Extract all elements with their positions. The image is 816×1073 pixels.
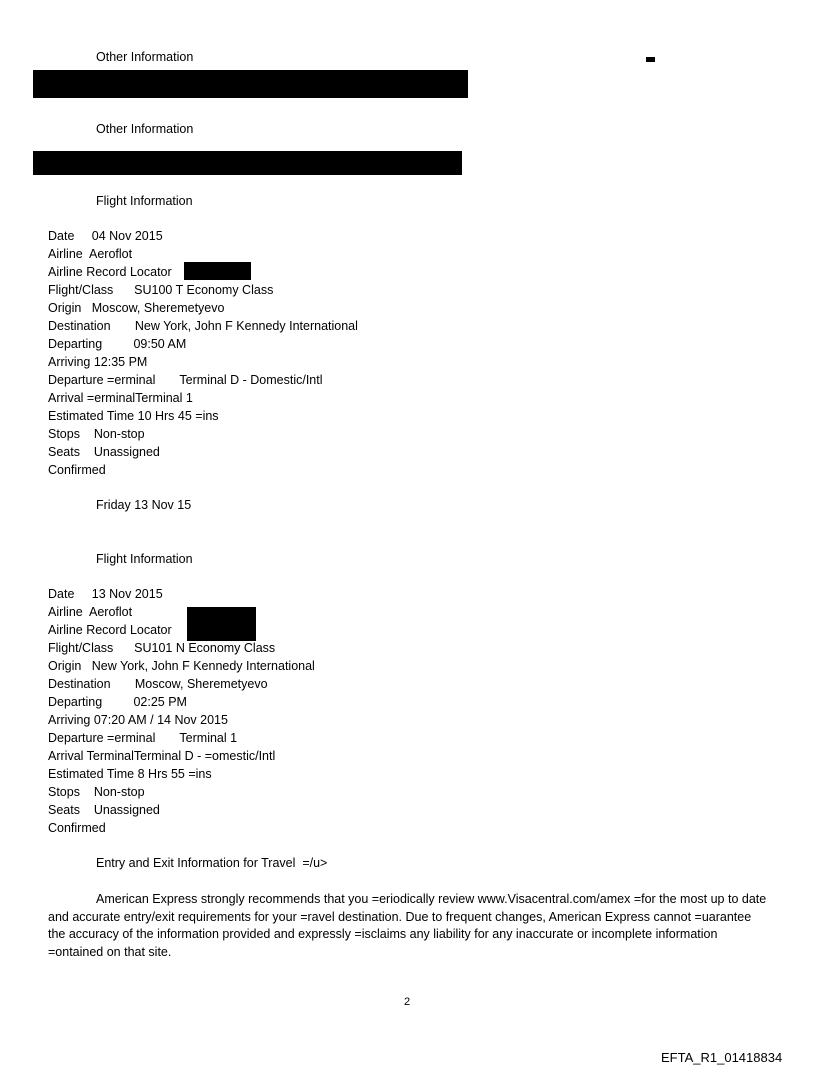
disclaimer-paragraph: American Express strongly recommends that you =eriodically review www.Visacentral.com/amex =for the most up to date and accurate entry/exit requirements for your =ravel destination. Due to frequent changes, American Express cannot =uarantee the accuracy of the information provided and expressly =isclaims any liability for any inaccurate or incomplete information =ontained on that site. [48,892,767,959]
section-heading-flight-info: Flight Information [96,194,193,208]
flight1-airline: Airline Aeroflot [48,247,133,261]
page-number: 2 [404,996,411,1008]
flight1-origin: Origin Moscow, Sheremetyevo [48,301,225,315]
section-heading-other-info: Other Information [96,50,194,64]
flight2-origin: Origin New York, John F Kennedy International [48,659,315,673]
flight2-status: Confirmed [48,821,106,835]
flight2-stops: Stops Non-stop [48,785,145,799]
flight1-arrival-terminal: Arrival =erminalTerminal 1 [48,391,193,405]
flight1-date: Date 04 Nov 2015 [48,229,163,243]
flight2-departing: Departing 02:25 PM [48,695,187,709]
flight1-departure-terminal: Departure =erminal Terminal D - Domestic/Intl [48,373,323,387]
flight1-flight-class: Flight/Class SU100 T Economy Class [48,283,274,297]
flight1-destination: Destination New York, John F Kennedy International [48,319,358,333]
flight2-arrival-terminal: Arrival TerminalTerminal D - =omestic/Intl [48,749,276,763]
flight2-departure-terminal: Departure =erminal Terminal 1 [48,731,238,745]
redaction-record-locator [187,607,256,641]
flight2-seats: Seats Unassigned [48,803,160,817]
section-heading-entry-exit: Entry and Exit Information for Travel =/u> [96,856,328,870]
flight2-arriving: Arriving 07:20 AM / 14 Nov 2015 [48,713,228,727]
redaction-record-locator [184,262,251,280]
flight2-date: Date 13 Nov 2015 [48,587,163,601]
flight1-estimated-time: Estimated Time 10 Hrs 45 =ins [48,409,219,423]
flight2-airline: Airline Aeroflot [48,605,133,619]
flight2-destination: Destination Moscow, Sheremetyevo [48,677,268,691]
flight1-departing: Departing 09:50 AM [48,337,187,351]
flight2-record-locator-label: Airline Record Locator [48,623,172,637]
section-heading-flight-info: Flight Information [96,552,193,566]
flight1-seats: Seats Unassigned [48,445,160,459]
flight1-stops: Stops Non-stop [48,427,145,441]
flight1-arriving: Arriving 12:35 PM [48,355,148,369]
redaction-mark [646,57,655,62]
flight2-flight-class: Flight/Class SU101 N Economy Class [48,641,276,655]
day-heading: Friday 13 Nov 15 [96,498,192,512]
redaction-bar [33,70,468,98]
flight1-status: Confirmed [48,463,106,477]
flight1-record-locator-label: Airline Record Locator [48,265,172,279]
section-heading-other-info: Other Information [96,122,194,136]
bates-number: EFTA_R1_01418834 [661,1050,783,1065]
flight2-estimated-time: Estimated Time 8 Hrs 55 =ins [48,767,212,781]
redaction-bar [33,151,462,175]
